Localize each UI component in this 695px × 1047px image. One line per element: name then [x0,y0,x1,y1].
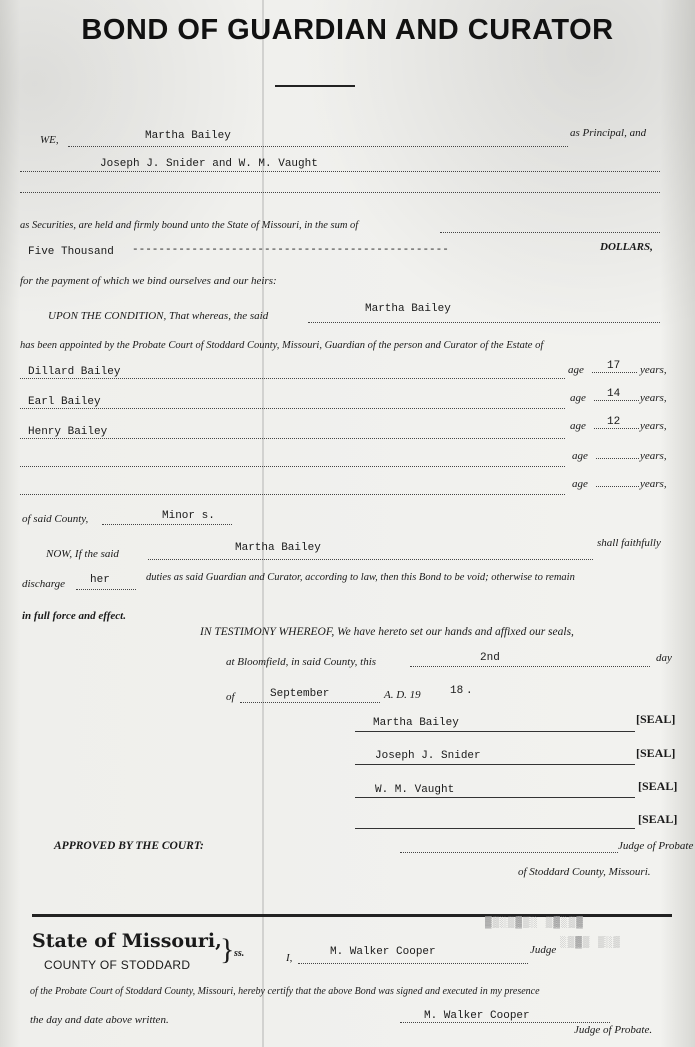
of-label: of [226,691,235,703]
amount-dashes: ------------------------------------------------ [132,244,449,256]
faded-stamp-2: ░▒▓▒ ▒░▒ [560,937,621,949]
now-lead: NOW, If the said [46,548,119,560]
discharge-lead: discharge [22,578,65,590]
age-line [594,428,639,429]
ward-age: 17 [607,360,621,372]
amount-value: Five Thousand [28,246,114,258]
cert-text: of the Probate Court of Stoddard County, Missouri, hereby certify that the above Bond was signed and executed in my presence [30,986,540,997]
cert-judge-name: M. Walker Cooper [330,946,436,958]
condition-line [308,322,660,323]
sum-line [440,232,660,233]
years-label: years, [640,364,667,376]
age-label: age [570,420,586,432]
age-label: age [572,450,588,462]
day-value: 2nd [480,652,500,664]
age-label: age [570,392,586,404]
signature-line [355,764,635,765]
document-title: BOND OF GUARDIAN AND CURATOR [81,14,614,46]
age-line [596,486,639,487]
day-line [410,666,650,667]
approved-label: APPROVED BY THE COURT: [54,840,204,852]
bloomfield-lead: at Bloomfield, in said County, this [226,656,377,668]
ward-line [20,408,565,409]
seal-label: [SEAL] [636,712,676,726]
securities-text: as Securities, are held and firmly bound unto the State of Missouri, in the sum of [20,220,359,231]
ward-line [20,378,565,379]
now-line [148,559,593,560]
signature-name: W. M. Vaught [375,784,455,796]
county-line [102,524,232,525]
pronoun-value: her [90,574,110,586]
appointed-text: has been appointed by the Probate Court of Stoddard County, Missouri, Guardian of the person and Curator of the Estate of [20,340,544,351]
final-title: Judge of Probate. [574,1024,653,1036]
final-signature-line [400,1022,610,1023]
discharge-text: duties as said Guardian and Curator, according to law, then this Bond to be void; otherwise to remain [146,572,575,583]
county-heading: COUNTY OF STODDARD [44,958,191,972]
principal-line [68,146,568,147]
year-value: 18 [450,685,464,697]
title-rule [275,85,355,87]
signature-name: Joseph J. Snider [375,750,481,762]
state-heading: State of Missouri, [32,930,222,952]
condition-lead: UPON THE CONDITION, That whereas, the said [48,310,269,322]
ward-name: Dillard Bailey [28,366,121,378]
month-line [240,702,380,703]
year-dot: . [466,685,473,697]
judge-of-probate: Judge of Probate [618,840,694,852]
ward-name: Henry Bailey [28,426,108,438]
seal-label: [SEAL] [636,746,676,760]
ward-line [20,494,565,495]
years-label: years, [640,392,667,404]
years-label: years, [640,478,667,490]
ward-age: 14 [607,388,621,400]
age-line [596,458,639,459]
condition-name: Martha Bailey [365,303,451,315]
now-name: Martha Bailey [235,542,321,554]
principal-name: Martha Bailey [145,130,231,142]
said-county-label: of said County, [22,513,89,525]
age-line [592,372,637,373]
cert-name-line [298,963,528,964]
cert-i: I, [286,952,293,964]
ad-label: A. D. 19 [384,689,421,701]
day-label: day [656,652,672,664]
securities-names: Joseph J. Snider and W. M. Vaught [100,158,318,170]
dollars-label: DOLLARS, [600,241,653,253]
age-line [594,400,639,401]
faded-stamp: ▓▒░▒▓▒░ ▒▓░▒▓ [485,917,584,929]
seal-label: [SEAL] [638,779,678,793]
securities-line-1 [20,171,660,172]
minors-value: Minor s. [162,510,215,522]
testimony-text: IN TESTIMONY WHEREOF, We have hereto set our hands and affixed our seals, [200,626,574,638]
cert-day: the day and date above written. [30,1014,169,1026]
ss-label: ss. [234,948,245,959]
ward-line [20,438,565,439]
age-label: age [568,364,584,376]
ward-age: 12 [607,416,621,428]
ward-name: Earl Bailey [28,396,101,408]
pronoun-line [76,589,136,590]
as-principal-label: as Principal, and [570,127,647,139]
securities-line-2 [20,192,660,193]
final-signature: M. Walker Cooper [424,1010,530,1022]
cert-judge-label: Judge [530,944,557,956]
payment-text: for the payment of which we bind ourselves and our heirs: [20,275,277,287]
years-label: years, [640,420,667,432]
brace-glyph: } [220,933,235,966]
years-label: years, [640,450,667,462]
of-stoddard: of Stoddard County, Missouri. [518,866,651,878]
signature-line [355,828,635,829]
seal-label: [SEAL] [638,812,678,826]
age-label: age [572,478,588,490]
signature-line [355,731,635,732]
we-label: WE, [40,134,59,146]
ward-line [20,466,565,467]
judge-line [400,852,618,853]
force-text: in full force and effect. [22,610,126,622]
month-value: September [270,688,330,700]
shall-faithfully: shall faithfully [597,537,661,549]
signature-line [355,797,635,798]
signature-name: Martha Bailey [373,717,459,729]
